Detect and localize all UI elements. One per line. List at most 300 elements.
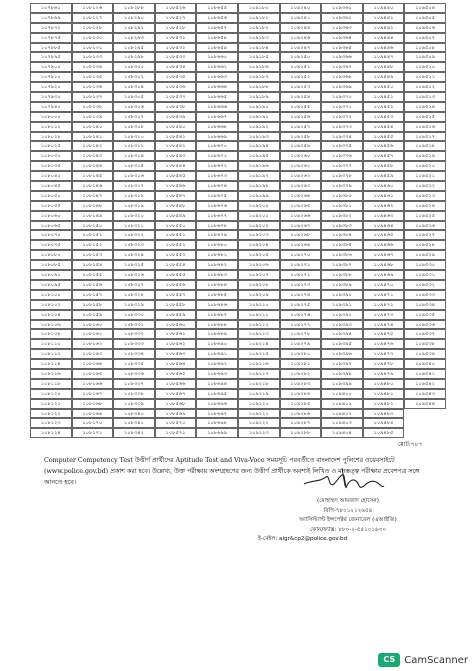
- roll-number-cell: ১০৭৯৩০: [30, 92, 72, 102]
- table-row: [30, 211, 446, 221]
- roll-number-cell: ১০৯৩৮৬: [321, 250, 363, 260]
- roll-number-cell: ১০৮১৬৭: [72, 389, 114, 399]
- roll-number-cell: ১০৯৩৭৩: [321, 122, 363, 132]
- roll-number-cell: ১০৯৪৭৬: [363, 339, 405, 349]
- roll-number-cell: ১০৮৬৭৭: [196, 211, 238, 221]
- roll-number-cell: ১০৯২৪১: [280, 13, 322, 23]
- roll-number-cell: ১০৮১২৪: [30, 428, 72, 438]
- table-row: [30, 250, 446, 260]
- roll-number-cell: ১০৮৬৯০: [196, 339, 238, 349]
- roll-number-cell: ১০৯৪৬০: [363, 181, 405, 191]
- roll-number-cell: ১০৯৫১৫: [404, 112, 446, 122]
- roll-number-cell: ১০৯২৬৮: [280, 230, 322, 240]
- table-row: [30, 300, 446, 310]
- roll-number-cell: ১০৯২৭৫: [280, 300, 322, 310]
- roll-number-cell: ১০৮৩৩২: [113, 329, 155, 339]
- roll-number-cell: ১০৮১৬৫: [72, 369, 114, 379]
- roll-number-cell: ১০৮০১৮: [30, 132, 72, 142]
- roll-number-cell: ১০৮২৯৫: [113, 43, 155, 53]
- roll-number-cell: ১০৯২৬৩: [280, 181, 322, 191]
- roll-number-cell: ১০৯৪৮৩: [363, 409, 405, 419]
- roll-number-cell: ১০৮৬৯৫: [196, 389, 238, 399]
- roll-number-cell: ১০৯২০১: [238, 211, 280, 221]
- roll-number-cell: ১০৮৩০৫: [113, 92, 155, 102]
- roll-number-cell: ১০৮১৫১: [72, 230, 114, 240]
- roll-number-cell: ১০৯২৬০: [280, 151, 322, 161]
- roll-number-cell: ১০৯২১৩: [238, 329, 280, 339]
- table-row: [30, 132, 446, 142]
- roll-number-cell: ১০৯৩৭৭: [321, 161, 363, 171]
- roll-number-cell: ১০৮৫৬৭: [155, 389, 197, 399]
- roll-number-cell: ১০৮৬৮০: [196, 240, 238, 250]
- roll-number-cell: [404, 428, 446, 438]
- notice-line-3: আনতে হবে।: [44, 479, 76, 486]
- roll-number-cell: ১০৯৩৮১: [321, 201, 363, 211]
- roll-number-cell: ১০৮৬৫৭: [196, 23, 238, 33]
- roll-number-cell: ১০৮২৯০: [113, 13, 155, 23]
- roll-number-cell: ১০৮১৪৭: [72, 191, 114, 201]
- roll-number-cell: ১০৮১০৪: [30, 310, 72, 320]
- roll-number-cell: ১০৯৪৪৬: [363, 43, 405, 53]
- roll-number-cell: ১০৯৪৭৫: [363, 329, 405, 339]
- roll-number-cell: ১০৯২৭৩: [280, 280, 322, 290]
- signer-name: (মোহাম্মদ আমজাদ হোসেন): [317, 498, 379, 504]
- roll-number-cell: ১০৮৩০০: [113, 62, 155, 72]
- roll-number-cell: ১০৯৩৭০: [321, 92, 363, 102]
- roll-number-cell: ১০৮৩১২: [113, 141, 155, 151]
- roll-number-cell: ১০৮০২৫: [30, 141, 72, 151]
- roll-number-cell: ১০৮৫৫৭: [155, 290, 197, 300]
- roll-number-cell: ১০৮৬৫৬: [196, 13, 238, 23]
- roll-number-cell: ১০৯৫৩২: [404, 280, 446, 290]
- roll-number-cell: ১০৮৫৬২: [155, 339, 197, 349]
- roll-number-cell: ১০৮৬৭২: [196, 161, 238, 171]
- roll-number-cell: ১০৮১৫৪: [72, 260, 114, 270]
- roll-number-cell: ১০৯২৪০: [280, 3, 322, 13]
- roll-number-cell: ১০৯৩৮০: [321, 191, 363, 201]
- roll-number-cell: ১০৮৬৬৬: [196, 102, 238, 112]
- roll-number-cell: ১০৯২৬১: [280, 161, 322, 171]
- roll-number-cell: ১০৯৫০৬: [404, 23, 446, 33]
- roll-number-cell: ১০৯১৯৬: [238, 161, 280, 171]
- table-row: [30, 3, 446, 13]
- roll-number-cell: ১০৯৫৪১: [404, 369, 446, 379]
- table-row: [30, 161, 446, 171]
- roll-number-cell: ১০৯৪৬৪: [363, 221, 405, 231]
- roll-number-cell: ১০৮১৫৮: [72, 300, 114, 310]
- roll-number-cell: ১০৮১১০: [30, 339, 72, 349]
- roll-number-cell: ১০৯২৮৩: [280, 379, 322, 389]
- table-row: [30, 112, 446, 122]
- roll-number-cell: ১০৯৪০৪: [321, 428, 363, 438]
- roll-number-cell: ১০৯১৯৩: [238, 132, 280, 142]
- roll-number-cell: ১০৮১৪৯: [72, 211, 114, 221]
- roll-number-cell: ১০৮৩৩৪: [113, 349, 155, 359]
- roll-number-cell: ১০৭৯২০: [30, 82, 72, 92]
- roll-number-cell: ১০৮৩০৪: [113, 82, 155, 92]
- roll-number-cell: ১০৯৫২৬: [404, 221, 446, 231]
- roll-number-cell: ১০৮৫৪৪: [155, 161, 197, 171]
- roll-number-cell: ১০৯৪৪২: [363, 23, 405, 33]
- roll-number-cell: ১০৮৩১৬: [113, 171, 155, 181]
- roll-number-cell: ১০৯২৫৪: [280, 92, 322, 102]
- roll-number-cell: ১০৮৬৭৪: [196, 181, 238, 191]
- roll-number-cell: ১০৮৬৯৩: [196, 369, 238, 379]
- roll-number-cell: ১০৯৫৩০: [404, 260, 446, 270]
- roll-number-cell: ১০৯২৪৭: [280, 43, 322, 53]
- roll-number-cell: ১০৮৫৪০: [155, 122, 197, 132]
- roll-number-cell: ১০৮৩২৮: [113, 290, 155, 300]
- roll-number-cell: ১০৯২৫৩: [280, 82, 322, 92]
- roll-number-cell: ১০৮৩৪২: [113, 428, 155, 438]
- roll-number-cell: ১০৮৫৫১: [155, 230, 197, 240]
- roll-number-cell: ১০৮১৭১: [72, 428, 114, 438]
- table-row: [30, 13, 446, 23]
- roll-number-cell: ১০৮৬৯৬: [196, 399, 238, 409]
- handwritten-signature: [298, 462, 388, 498]
- roll-number-cell: ১০৯১৮৩: [238, 33, 280, 43]
- roll-number-cell: ১০৯৫০৫: [404, 13, 446, 23]
- roll-number-cell: ১০৯২১০: [238, 300, 280, 310]
- roll-number-cell: ১০৯৩৭১: [321, 102, 363, 112]
- roll-number-cell: ১০৯৩৭৬: [321, 151, 363, 161]
- roll-number-cell: ১০৯৩৯৯: [321, 379, 363, 389]
- roll-number-cell: ১০৯৪৫০: [363, 82, 405, 92]
- roll-number-cell: ১০৯২৮০: [280, 349, 322, 359]
- roll-number-cell: ১০৯৫১০: [404, 62, 446, 72]
- roll-number-cell: ১০৯১৯২: [238, 122, 280, 132]
- roll-number-cell: ১০৮৫৬১: [155, 329, 197, 339]
- roll-number-cell: ১০৮৫৬৯: [155, 409, 197, 419]
- roll-number-cell: ১০৯২৭৮: [280, 329, 322, 339]
- roll-number-cell: ১০৮১১৪: [30, 359, 72, 369]
- roll-number-cell: ১০৮১৫৫: [72, 270, 114, 280]
- roll-number-cell: ১০৯৪৪৮: [363, 62, 405, 72]
- signer-bp-number: বিপি-৭৮০১২১২৬৫৪: [323, 507, 373, 514]
- table-row: [30, 230, 446, 240]
- roll-number-cell: ১০৯২১২: [238, 320, 280, 330]
- roll-number-cell: ১০৯২৪৬: [280, 33, 322, 43]
- roll-number-cell: ১০৯৫২৩: [404, 191, 446, 201]
- table-row: [30, 310, 446, 320]
- roll-number-cell: ১০৯৪৬৫: [363, 230, 405, 240]
- roll-number-cell: ১০৯৪৪১: [363, 13, 405, 23]
- roll-number-cell: ১০৭৯৪০: [30, 102, 72, 112]
- table-row: [30, 92, 446, 102]
- signer-block: [258, 497, 438, 545]
- roll-number-cell: ১০৮১৫৯: [72, 310, 114, 320]
- roll-number-cell: ১০৯২১৮: [238, 379, 280, 389]
- roll-number-cell: ১০৯৪৭৮: [363, 359, 405, 369]
- roll-number-cell: ১০৮৩৩৭: [113, 379, 155, 389]
- roll-number-cell: ১০৯২৫০: [280, 52, 322, 62]
- roll-number-cell: ১০৯২৭৬: [280, 310, 322, 320]
- roll-number-cell: ১০৯৫১৯: [404, 151, 446, 161]
- roll-number-cell: ১০৯৫৪২: [404, 379, 446, 389]
- roll-number-cell: ১০৮০৩৫: [30, 161, 72, 171]
- roll-number-cell: ১০৮০৮০: [30, 250, 72, 260]
- roll-number-cell: ১০৯৪০২: [321, 409, 363, 419]
- roll-number-cell: ১০৮৫৪১: [155, 132, 197, 142]
- roll-number-cell: ১০৯২২৩: [238, 428, 280, 438]
- roll-number-cell: ১০৯২৭২: [280, 270, 322, 280]
- roll-number-cell: ১০৮০৫৫: [30, 201, 72, 211]
- roll-number-cell: ১০৯২৭০: [280, 250, 322, 260]
- roll-number-cell: ১০৮১২০: [30, 389, 72, 399]
- roll-number-cell: ১০৯১৯৫: [238, 151, 280, 161]
- roll-number-cell: ১০৯২১৭: [238, 369, 280, 379]
- table-row: [30, 418, 446, 428]
- table-row: [30, 102, 446, 112]
- roll-number-cell: ১০৮৫৫৫: [155, 270, 197, 280]
- roll-number-cell: ১০৯৩৮৩: [321, 221, 363, 231]
- roll-number-cell: ১০৭৯১০: [30, 72, 72, 82]
- table-row: [30, 52, 446, 62]
- roll-number-cell: ১০৮৫৫৪: [155, 260, 197, 270]
- roll-number-cell: ১০৮৫৪৭: [155, 191, 197, 201]
- table-row: [30, 329, 446, 339]
- roll-number-cell: ১০৯৪০০: [321, 389, 363, 399]
- roll-number-cell: ১০৮৫৫৩: [155, 250, 197, 260]
- roll-number-cell: ১০৯৪৬৭: [363, 250, 405, 260]
- roll-number-cell: ১০৮৩৪০: [113, 409, 155, 419]
- roll-number-cell: ১০৯৩৯৫: [321, 339, 363, 349]
- roll-number-cell: ১০৯৫৪৩: [404, 389, 446, 399]
- roll-number-cell: ১০৮২৯৮: [113, 52, 155, 62]
- roll-number-cell: ১০৮৫৫০: [155, 221, 197, 231]
- roll-number-cell: ১০৯১৯১: [238, 112, 280, 122]
- roll-number-cell: ১০৯১৯৮: [238, 181, 280, 191]
- roll-number-cell: ১০৮১৩৯: [72, 112, 114, 122]
- roll-number-cell: ১০৭৮৭২: [30, 23, 72, 33]
- table-row: [30, 151, 446, 161]
- roll-number-cell: ১০৮১৫০: [72, 221, 114, 231]
- roll-number-cell: ১০৮৫৬৪: [155, 359, 197, 369]
- roll-number-cell: ১০৮০৮৫: [30, 260, 72, 270]
- roll-number-cell: ১০৯৪৫৮: [363, 161, 405, 171]
- roll-number-cell: ১০৮৫৪৩: [155, 151, 197, 161]
- roll-number-cell: ১০৮৬৬০: [196, 52, 238, 62]
- roll-number-cell: ১০৯৩৭২: [321, 112, 363, 122]
- roll-number-cell: ১০৯৫৪৪: [404, 399, 446, 409]
- roll-number-cell: ১০৮৩০২: [113, 72, 155, 82]
- roll-number-cell: ১০৯২১৪: [238, 339, 280, 349]
- roll-number-cell: ১০৮১৩৫: [72, 72, 114, 82]
- roll-number-cell: ১০৮৫৩৬: [155, 82, 197, 92]
- roll-number-cell: ১০৯৫১১: [404, 72, 446, 82]
- roll-number-cell: ১০৮৫২৬: [155, 3, 197, 13]
- roll-number-cell: ১০৮১০০: [30, 290, 72, 300]
- roll-number-cell: ১০৮৫৭১: [155, 428, 197, 438]
- roll-number-cell: ১০৮৬৬৮: [196, 122, 238, 132]
- roll-number-cell: ১০৯৩৯৪: [321, 329, 363, 339]
- roll-number-cell: ১০৯৩৯০: [321, 290, 363, 300]
- roll-number-cell: ১০৮৬৫৫: [196, 3, 238, 13]
- roll-number-cell: ১০৮৬৮২: [196, 260, 238, 270]
- roll-number-cell: ১০৯৫২৫: [404, 211, 446, 221]
- roll-number-cell: ১০৯২৬৯: [280, 240, 322, 250]
- roll-number-cell: ১০৮৩২৬: [113, 270, 155, 280]
- roll-number-cell: ১০৯১৮১: [238, 13, 280, 23]
- roll-number-cell: ১০৯৩৬৫: [321, 43, 363, 53]
- roll-number-cell: ১০৮২৯১: [113, 23, 155, 33]
- roll-number-cell: ১০৯২২০: [238, 399, 280, 409]
- roll-number-cell: ১০৯২৫৮: [280, 132, 322, 142]
- roll-number-cell: ১০৯৫০৯: [404, 52, 446, 62]
- table-row: [30, 201, 446, 211]
- roll-number-cell: ১০৮৫৬৩: [155, 349, 197, 359]
- roll-number-cell: ১০৮৬৬২: [196, 62, 238, 72]
- roll-number-cell: ১০৮৫৩১: [155, 33, 197, 43]
- roll-number-cell: ১০৯৪৫৭: [363, 151, 405, 161]
- roll-number-cell: ১০৮১৬৯: [72, 409, 114, 419]
- roll-number-cell: ১০৯২৭৭: [280, 320, 322, 330]
- roll-number-cell: ১০৮৩১০: [113, 132, 155, 142]
- roll-number-cell: ১০৮৩১৯: [113, 201, 155, 211]
- roll-number-cell: ১০৯৩৯৬: [321, 349, 363, 359]
- roll-number-cell: ১০৯৪৫১: [363, 92, 405, 102]
- roll-number-cell: ১০৮৫৫২: [155, 240, 197, 250]
- roll-number-cell: ১০৮৬৮৩: [196, 270, 238, 280]
- roll-number-cell: ১০৮৫৪৫: [155, 171, 197, 181]
- roll-number-cell: ১০৮১৭০: [72, 418, 114, 428]
- roll-number-cell: ১০৮১৬৮: [72, 399, 114, 409]
- roll-number-cell: ১০৮৬৮৭: [196, 310, 238, 320]
- roll-number-cell: ১০৯৪৮১: [363, 389, 405, 399]
- roll-number-cell: ১০৮৬৬৩: [196, 72, 238, 82]
- roll-number-cell: ১০৮৬৭৯: [196, 230, 238, 240]
- roll-number-cell: ১০৯২৭৪: [280, 290, 322, 300]
- roll-number-cell: ১০৮১৪৩: [72, 151, 114, 161]
- roll-number-cell: ১০৯৪৭৯: [363, 369, 405, 379]
- roll-number-cell: ১০৮৩১৭: [113, 181, 155, 191]
- roll-number-cell: ১০৭৮৭৫: [30, 33, 72, 43]
- roll-number-cell: ১০৮১২৮: [72, 23, 114, 33]
- roll-number-table: [30, 3, 446, 438]
- roll-number-cell: ১০৮০৬৫: [30, 221, 72, 231]
- roll-number-cell: ১০৯৩৮৮: [321, 270, 363, 280]
- roll-number-cell: ১০৮৫৬০: [155, 320, 197, 330]
- roll-number-cell: ১০৯৫১৭: [404, 132, 446, 142]
- table-row: [30, 320, 446, 330]
- roll-number-cell: ১০৮২৮৮: [113, 3, 155, 13]
- table-row: [30, 191, 446, 201]
- roll-number-cell: ১০৮১২৭: [72, 13, 114, 23]
- roll-number-cell: ১০৯১৯৯: [238, 191, 280, 201]
- table-row: [30, 399, 446, 409]
- roll-number-cell: ১০৮৬৫৮: [196, 33, 238, 43]
- roll-number-cell: ১০৮১৬০: [72, 320, 114, 330]
- roll-number-cell: ১০৯৩৬৪: [321, 33, 363, 43]
- roll-number-cell: ১০৮০৭০: [30, 230, 72, 240]
- table-row: [30, 62, 446, 72]
- roll-number-cell: ১০৯৫১২: [404, 82, 446, 92]
- roll-number-cell: ১০৮৫৪৬: [155, 181, 197, 191]
- roll-number-cell: ১০৮৬৬৫: [196, 92, 238, 102]
- total-count: মোট:৭৮৭: [398, 441, 423, 448]
- roll-number-cell: ১০৯৪৪০: [363, 3, 405, 13]
- roll-number-cell: ১০৯৩৮৯: [321, 280, 363, 290]
- roll-number-cell: ১০৯৪৫৩: [363, 112, 405, 122]
- roll-number-cell: ১০৯৪৭১: [363, 290, 405, 300]
- roll-number-cell: ১০৮৫৪৮: [155, 201, 197, 211]
- roll-number-cell: ১০৮৩১৪: [113, 151, 155, 161]
- roll-number-cell: ১০৯১৯৪: [238, 141, 280, 151]
- roll-number-cell: ১০৯২০৭: [238, 270, 280, 280]
- camscanner-logo-icon: CS: [378, 653, 400, 667]
- roll-number-cell: ১০৯২১৬: [238, 359, 280, 369]
- table-row: [30, 359, 446, 369]
- roll-number-cell: ১০৮৩০৬: [113, 102, 155, 112]
- roll-number-cell: ১০৮১৩৩: [72, 52, 114, 62]
- roll-number-cell: ১০৮০০০: [30, 112, 72, 122]
- roll-number-cell: ১০৮৬৭৬: [196, 201, 238, 211]
- roll-number-cell: ১০৮৬৭৩: [196, 171, 238, 181]
- table-row: [30, 43, 446, 53]
- roll-number-cell: ১০৯৫১৮: [404, 141, 446, 151]
- roll-number-cell: ১০৯২৫৯: [280, 141, 322, 151]
- roll-number-cell: ১০৯৩৬২: [321, 13, 363, 23]
- roll-number-cell: ১০৯২২১: [238, 409, 280, 419]
- roll-number-cell: ১০৯৫০৪: [404, 3, 446, 13]
- roll-number-cell: ১০৮৩১৫: [113, 161, 155, 171]
- roll-number-cell: ১০৯২৬৬: [280, 211, 322, 221]
- table-row: [30, 290, 446, 300]
- roll-number-cell: ১০৮১২২: [30, 409, 72, 419]
- roll-number-cell: ১০৯৫২২: [404, 181, 446, 191]
- roll-number-cell: ১০৯৩৯৭: [321, 359, 363, 369]
- roll-number-cell: ১০৮৩২৯: [113, 300, 155, 310]
- roll-number-cell: ১০৯২৭১: [280, 260, 322, 270]
- roll-number-cell: [404, 418, 446, 428]
- roll-number-cell: ১০৮১৫৬: [72, 280, 114, 290]
- notice-line-2: (www.police.gov.bd) প্রকাশ করা হবে। উল্লেখ্য, উক্ত পরীক্ষায় অংশগ্রহণের জন্য উত্তীর্ণ প্রার্থীকে অবশ্যই লিখিত ও মনস্তত্ত্ব পরীক্ষার প্রবেশপত্র সঙ্গে: [44, 468, 420, 475]
- roll-number-cell: ১০৮০৯০: [30, 270, 72, 280]
- roll-number-cell: ১০৯২৫৭: [280, 122, 322, 132]
- roll-number-cell: ১০৯২০৬: [238, 260, 280, 270]
- roll-number-cell: ১০৮৫৭০: [155, 418, 197, 428]
- roll-number-cell: ১০৯১৮৮: [238, 82, 280, 92]
- camscanner-badge: [378, 653, 468, 667]
- roll-number-cell: ১০৯৪৫৪: [363, 122, 405, 132]
- roll-number-cell: ১০৯৩৯৩: [321, 320, 363, 330]
- roll-number-cell: ১০৮১৬৪: [72, 359, 114, 369]
- roll-number-cell: ১০৯৩৭৪: [321, 132, 363, 142]
- roll-number-cell: ১০৮১০৬: [30, 320, 72, 330]
- roll-number-cell: ১০৯২০৮: [238, 280, 280, 290]
- roll-number-cell: ১০৮১৪২: [72, 141, 114, 151]
- roll-number-cell: ১০৯২৮৮: [280, 428, 322, 438]
- roll-number-cell: ১০৮৬৬৭: [196, 112, 238, 122]
- roll-number-cell: ১০৮৩০৭: [113, 112, 155, 122]
- roll-number-cell: ১০৮৩৩৮: [113, 389, 155, 399]
- roll-number-cell: ১০৯৪৮২: [363, 399, 405, 409]
- roll-number-cell: ১০৮৩২৩: [113, 240, 155, 250]
- table-row: [30, 171, 446, 181]
- roll-number-cell: ১০৯৫৩৭: [404, 329, 446, 339]
- roll-number-cell: ১০৯৫৪০: [404, 359, 446, 369]
- roll-number-cell: ১০৮১৫৭: [72, 290, 114, 300]
- roll-number-cell: ১০৮৫৪৯: [155, 211, 197, 221]
- roll-number-cell: ১০৯২০২: [238, 221, 280, 231]
- roll-number-cell: ১০৮০৫০: [30, 191, 72, 201]
- roll-number-cell: ১০৯২৮৭: [280, 418, 322, 428]
- roll-number-cell: ১০৯৫৩৮: [404, 339, 446, 349]
- roll-number-cell: ১০৮৫৩৮: [155, 102, 197, 112]
- table-row: [30, 389, 446, 399]
- roll-number-cell: ১০৮৩৩৬: [113, 369, 155, 379]
- roll-number-cell: ১০৮১৪৮: [72, 201, 114, 211]
